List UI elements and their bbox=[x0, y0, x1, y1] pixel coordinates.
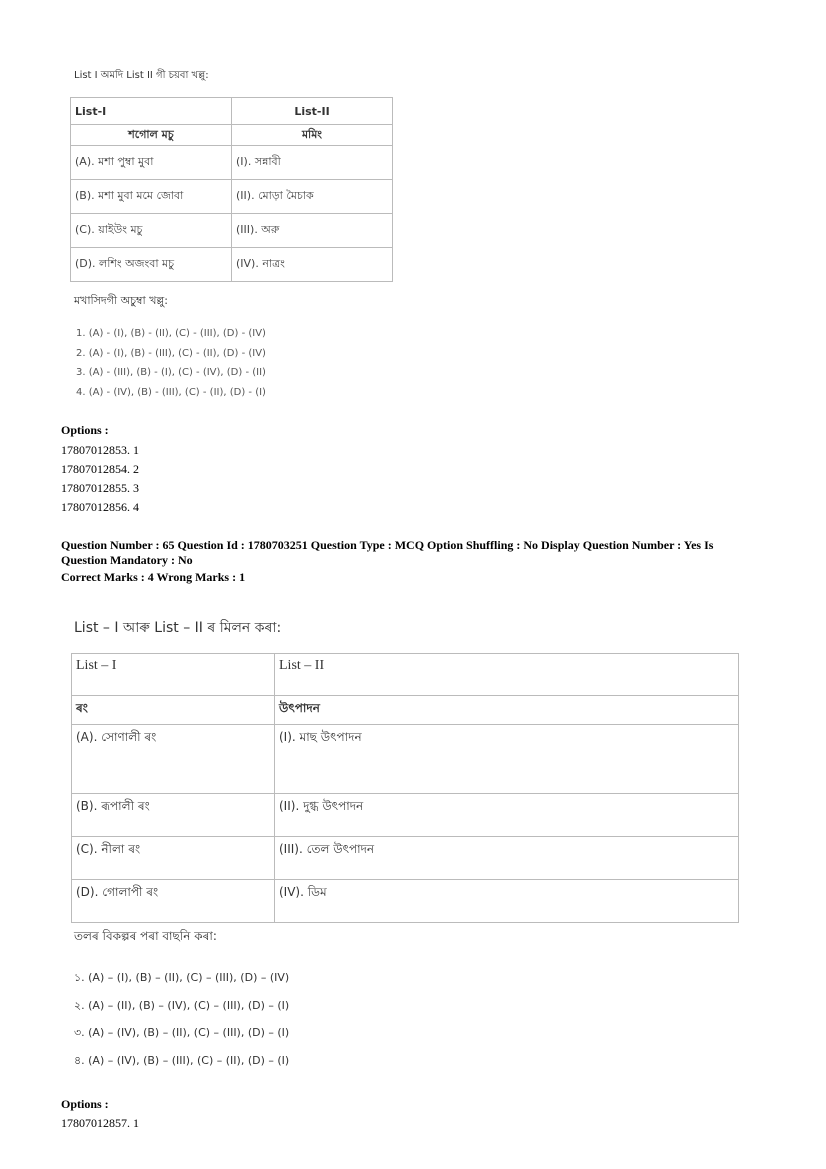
choose-instruction: তলৰ বিকল্পৰ পৰা বাছনি কৰা: bbox=[74, 929, 217, 943]
answer-option-list bbox=[74, 964, 289, 1074]
list-ii-cell: (III). তেল উৎপাদন bbox=[275, 837, 739, 880]
list-i-cell: (B). ৰূপালী ৰং bbox=[72, 794, 275, 837]
answer-option: 1. (A) - (I), (B) - (II), (C) - (III), (D) - (IV) bbox=[76, 328, 266, 339]
column-header: List – I bbox=[72, 654, 275, 696]
list-i-cell: (A). সোণালী ৰং bbox=[72, 725, 275, 794]
answer-option: 4. (A) - (IV), (B) - (III), (C) - (II), (D) - (I) bbox=[76, 386, 266, 398]
answer-option: ২. (A) – (II), (B) – (IV), (C) – (III), (D) – (I) bbox=[74, 998, 290, 1012]
column-header: List-I bbox=[71, 98, 232, 125]
list-ii-cell: (II). মোড়া মৈচাক bbox=[232, 180, 393, 214]
table-subheader-row bbox=[72, 696, 739, 725]
table-row bbox=[72, 880, 739, 923]
answer-option: ৩. (A) – (IV), (B) – (II), (C) – (III), (D) – (I) bbox=[74, 1026, 290, 1039]
column-subheader: শগোল মচু bbox=[71, 125, 232, 146]
list-ii-cell: (I). সন্নাবী bbox=[232, 146, 393, 180]
answer-option: ৪. (A) – (IV), (B) – (III), (C) – (II), (D) – (I) bbox=[74, 1053, 290, 1067]
column-subheader: উৎপাদন bbox=[275, 696, 739, 725]
table-row bbox=[72, 794, 739, 837]
option-id: 17807012855. 3 bbox=[61, 481, 139, 495]
option-id-list bbox=[61, 1114, 139, 1133]
list-i-cell: (D). গোলাপী ৰং bbox=[72, 880, 275, 923]
table-row bbox=[72, 725, 739, 794]
table-header-row bbox=[71, 98, 393, 125]
answer-option: 2. (A) - (I), (B) - (III), (C) - (II), (D) - (IV) bbox=[76, 347, 266, 359]
list-ii-cell: (I). মাছ উৎপাদন bbox=[275, 725, 739, 794]
match-table bbox=[70, 97, 393, 282]
match-table bbox=[71, 653, 739, 923]
column-subheader: ৰং bbox=[72, 696, 275, 725]
answer-option-list bbox=[76, 324, 266, 402]
answer-option: 3. (A) - (III), (B) - (I), (C) - (IV), (D) - (II) bbox=[76, 367, 266, 378]
list-i-cell: (C). য়াইউং মচু bbox=[71, 214, 232, 248]
column-header: List – II bbox=[275, 654, 739, 696]
table-row bbox=[71, 248, 393, 282]
option-id-list bbox=[61, 441, 139, 517]
list-i-cell: (C). নীলা ৰং bbox=[72, 837, 275, 880]
option-id: 17807012854. 2 bbox=[61, 462, 139, 476]
choose-instruction: মখাসিদগী অচুম্বা খল্লু: bbox=[74, 294, 168, 307]
options-heading: Options : bbox=[61, 1097, 109, 1111]
option-id: 17807012856. 4 bbox=[61, 500, 139, 514]
list-i-cell: (A). মশা পুম্বা মুবা bbox=[71, 146, 232, 180]
table-row bbox=[71, 180, 393, 214]
question-intro: List – I আৰু List – II ৰ মিলন কৰা: bbox=[74, 620, 282, 636]
table-row bbox=[72, 837, 739, 880]
question-intro: List I অমদি List II গী চয়বা খল্লু: bbox=[74, 70, 209, 81]
list-ii-cell: (IV). ডিম bbox=[275, 880, 739, 923]
option-id: 17807012857. 1 bbox=[61, 1116, 139, 1130]
list-i-cell: (D). লশিং অজংবা মচু bbox=[71, 248, 232, 282]
option-id: 17807012853. 1 bbox=[61, 443, 139, 457]
table-row bbox=[71, 214, 393, 248]
table-row bbox=[71, 146, 393, 180]
list-ii-cell: (III). অরু bbox=[232, 214, 393, 248]
column-subheader: মমিং bbox=[232, 125, 393, 146]
list-ii-cell: (IV). নাত্রং bbox=[232, 248, 393, 282]
list-ii-cell: (II). দুগ্ধ উৎপাদন bbox=[275, 794, 739, 837]
question-marks: Correct Marks : 4 Wrong Marks : 1 bbox=[61, 570, 246, 584]
table-subheader-row bbox=[71, 125, 393, 146]
table-header-row bbox=[72, 654, 739, 696]
options-heading: Options : bbox=[61, 423, 109, 437]
list-i-cell: (B). মশা মুবা মমে জোবা bbox=[71, 180, 232, 214]
answer-option: ১. (A) – (I), (B) – (II), (C) – (III), (D) – (IV) bbox=[74, 971, 290, 984]
column-header: List-II bbox=[232, 98, 393, 125]
question-metadata: Question Number : 65 Question Id : 1780703251 Question Type : MCQ Option Shuffling : No Display Question Number : Yes Is Question Mandatory : No bbox=[61, 538, 714, 567]
